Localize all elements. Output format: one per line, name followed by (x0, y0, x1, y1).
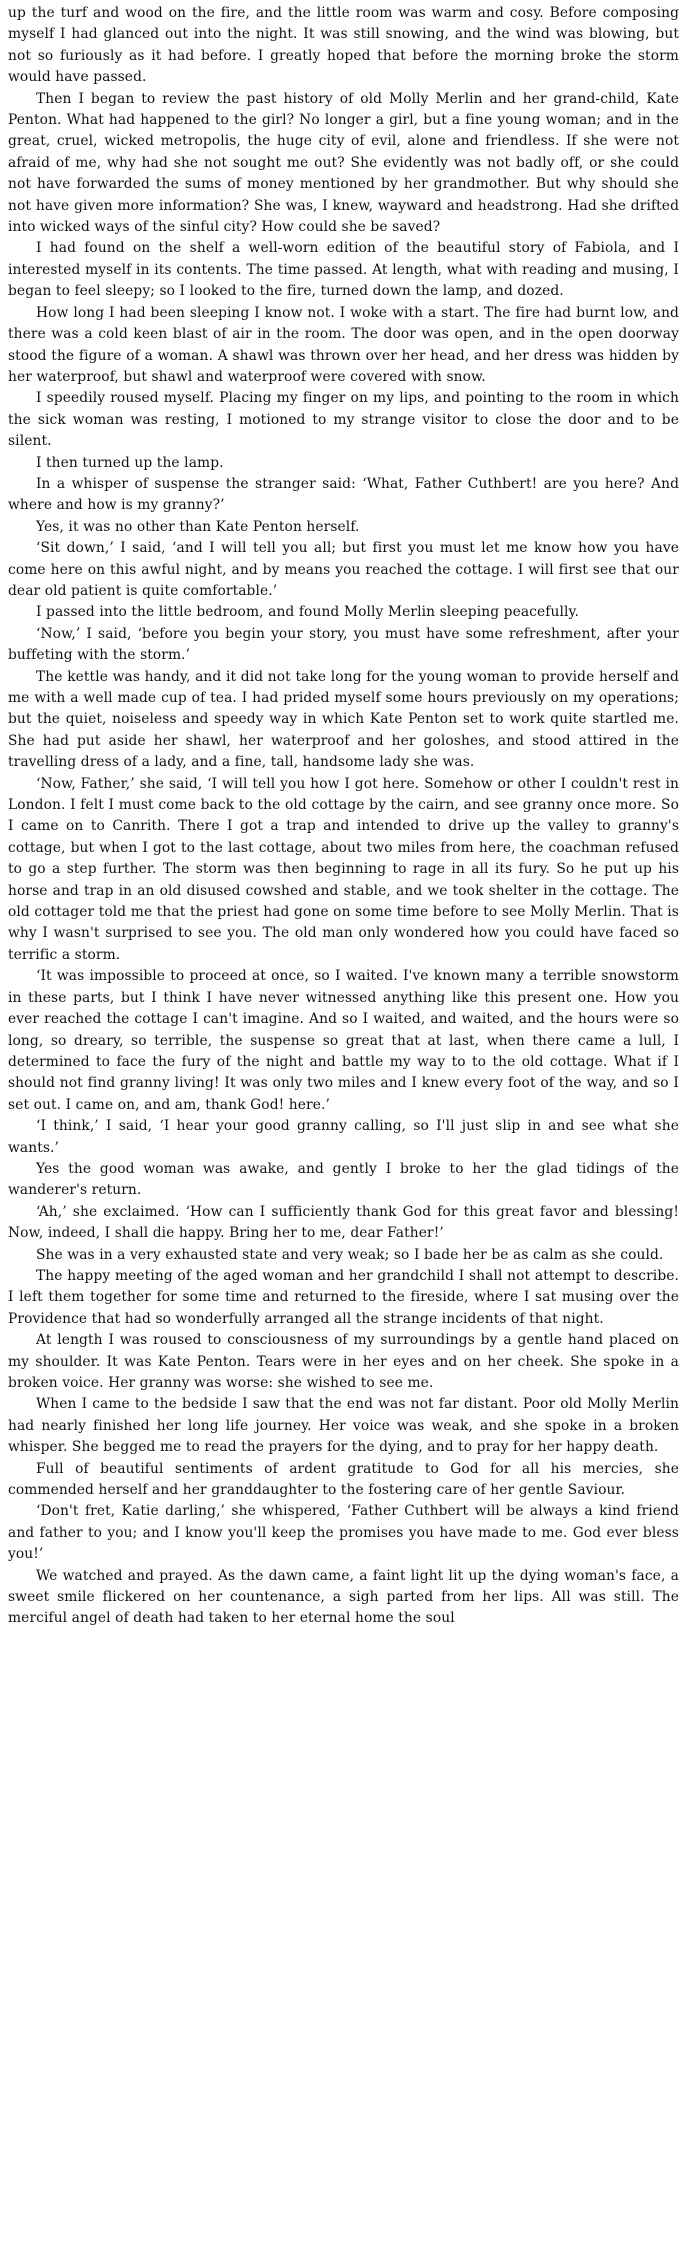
paragraph: Yes, it was no other than Kate Penton herself. (36, 518, 360, 535)
paragraph: Full of beautiful sentiments of ardent gratitude to God for all his mercies, she commended herself and her granddaughter to the fostering care of her gentle Saviour. (8, 1460, 679, 1499)
paragraph: ‘It was impossible to proceed at once, so I waited. I've known many a terrible snowstorm in these parts, but I think I have never witnessed anything like this present one. How you ever reached the cottage I can't imagine. And so I waited, and waited, and the hours were so long, so dreary, so terrible, the suspense so great that at last, when there came a lull, I determined to face the fury of the night and battle my way to to the old cottage. What if I should not find granny living! It was only two miles and I knew every foot of the way, and so I set out. I came on, and am, thank God! here.’ (8, 968, 679, 1113)
paragraph: I had found on the shelf a well-worn edition of the beautiful story of Fabiola, and I interested myself in its contents. The time passed. At length, what with reading and musing, I began to feel sleepy; so I looked to the fire, turned down the lamp, and dozed. (8, 240, 679, 300)
paragraph: She was in a very exhausted state and very weak; so I bade her be as calm as she could. (36, 1246, 664, 1263)
paragraph: ‘Now,’ I said, ‘before you begin your story, you must have some refreshment, after your buffeting with the storm.’ (8, 625, 679, 664)
paragraph: Yes the good woman was awake, and gently I broke to her the glad tidings of the wanderer's return. (8, 1160, 679, 1199)
paragraph: up the turf and wood on the fire, and the little room was warm and cosy. Before composing myself I had glanced out into the night. It was still snowing, and the wind was blowing, but not so furiously as it had before. I greatly hoped that before the morning broke the storm would have passed. (8, 5, 679, 86)
paragraph: We watched and prayed. As the dawn came, a faint light lit up the dying woman's face, a sweet smile flickered on her countenance, a sigh parted from her lips. All was still. The merciful angel of death had taken to her eternal home the soul (8, 1567, 679, 1627)
paragraph: When I came to the bedside I saw that the end was not far distant. Poor old Molly Merlin had nearly finished her long life journey. Her voice was weak, and she spoke in a broken whisper. She begged me to read the prayers for the dying, and to pray for her happy death. (8, 1396, 679, 1456)
paragraph: ‘I think,’ I said, ‘I hear your good granny calling, so I'll just slip in and see what she wants.’ (8, 1118, 679, 1156)
paragraph: How long I had been sleeping I know not. I woke with a start. The fire had burnt low, and there was a cold keen blast of air in the room. The door was open, and in the open doorway stood the figure of a woman. A shawl was thrown over her head, and her dress was hidden by her waterproof, but shawl and waterproof were covered with snow. (8, 304, 679, 385)
paragraph: Then I began to review the past history of old Molly Merlin and her grand-child, Kate Penton. What had happened to the girl? No longer a girl, but a fine young woman; and in the great, cruel, wicked metropolis, the huge city of evil, alone and friendless. If she were not afraid of me, why had she not sought me out? She evidently was not badly off, or she could not have forwarded the sums of money mentioned by her grandmother. But why should she not have given more information? She was, I knew, wayward and headstrong. Had she drifted into wicked ways of the sinful city? How could she be saved? (8, 90, 679, 236)
paragraph: ‘Sit down,’ I said, ‘and I will tell you all; but first you must let me know how you have come here on this awful night, and by means you reached the cottage. I will first see that our dear old patient is quite comfortable.’ (8, 540, 679, 599)
paragraph: I then turned up the lamp. (36, 454, 224, 471)
paragraph: ‘Don't fret, Katie darling,’ she whispered, ‘Father Cuthbert will be always a kind friend and father to you; and I know you'll keep the promises you have made to me. God ever bless you!’ (8, 1503, 679, 1563)
paragraph: ‘Ah,’ she exclaimed. ‘How can I sufficiently thank God for this great favor and blessing! Now, indeed, I shall die happy. Bring her to me, dear Father!’ (8, 1203, 679, 1242)
paragraph: The kettle was handy, and it did not take long for the young woman to provide herself and me with a well made cup of tea. I had prided myself some hours previously on my operations; but the quiet, noiseless and speedy way in which Kate Penton set to work quite startled me. She had put aside her shawl, her waterproof and her goloshes, and stood attired in the travelling dress of a lady, and a fine, tall, handsome lady she was. (8, 668, 679, 771)
paragraph: I speedily roused myself. Placing my finger on my lips, and pointing to the room in which the sick woman was resting, I motioned to my strange visitor to close the door and to be silent. (8, 390, 679, 450)
paragraph: I passed into the little bedroom, and found Molly Merlin sleeping peacefully. (36, 604, 580, 621)
paragraph: The happy meeting of the aged woman and her grandchild I shall not attempt to describe. I left them together for some time and returned to the fireside, where I sat musing over the Providence that had so wonderfully arranged all the strange incidents of that night. (8, 1267, 679, 1327)
paragraph: ‘Now, Father,’ she said, ‘I will tell you how I got here. Somehow or other I couldn't rest in London. I felt I must come back to the old cottage by the cairn, and see granny once more. So I came on to Canrith. There I got a trap and intended to drive up the valley to granny's cottage, but when I got to the last cottage, about two miles from here, the coachman refused to go a step further. The storm was then beginning to rage in all its fury. So he put up his horse and trap in an old disused cowshed and stable, and we took shelter in the cottage. The old cottager told me that the priest had gone on some time before to see Molly Merlin. That is why I wasn't surprised to see you. The old man only wondered how you could have faced so terrific a storm. (8, 775, 679, 963)
paragraph: In a whisper of suspense the stranger said: ‘What, Father Cuthbert! are you here? And where and how is my granny?’ (8, 475, 679, 514)
paragraph: At length I was roused to consciousness of my surroundings by a gentle hand placed on my shoulder. It was Kate Penton. Tears were in her eyes and on her cheek. She spoke in a broken voice. Her granny was worse: she wished to see me. (8, 1332, 679, 1391)
